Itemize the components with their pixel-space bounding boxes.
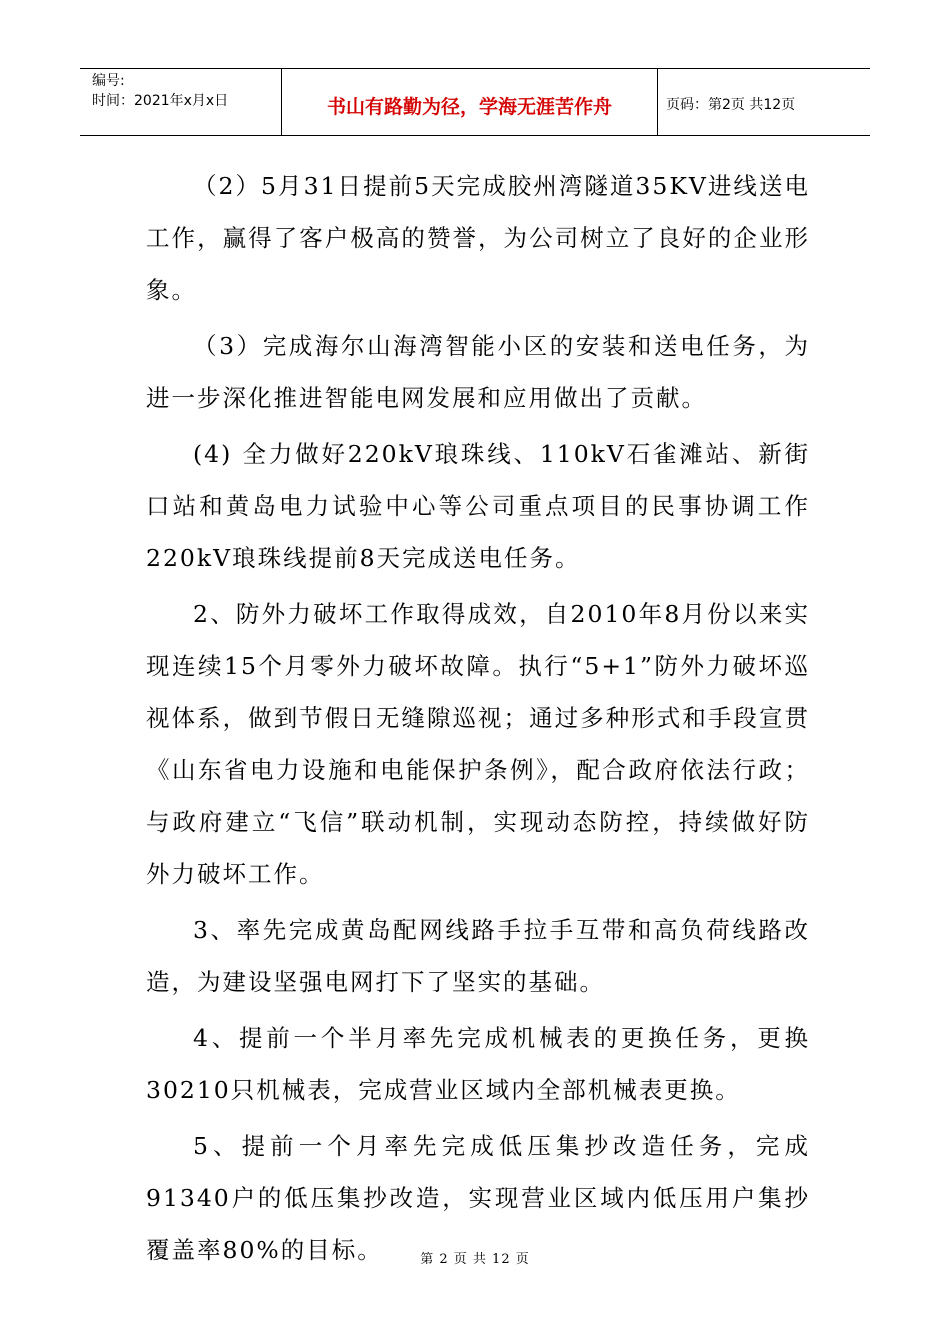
- paragraph: 4、提前一个半月率先完成机械表的更换任务，更换30210只机械表，完成营业区域内全部机械表更换。: [146, 1024, 810, 1104]
- paragraph: (4) 全力做好220kV琅珠线、110kV石雀滩站、新街口站和黄岛电力试验中心等公司重点项目的民事协调工作220kV琅珠线提前8天完成送电任务。: [146, 440, 810, 572]
- header-meta: [80, 69, 282, 135]
- doc-number-label: 编号:: [92, 73, 125, 89]
- header-page-info: 页码：第2页 共12页: [666, 97, 796, 113]
- page-header: [80, 68, 870, 136]
- paragraph: 2、防外力破坏工作取得成效，自2010年8月份以来实现连续15个月零外力破坏故障。执行“5+1”防外力破坏巡视体系，做到节假日无缝隙巡视；通过多种形式和手段宣贯《山东省电力设施和电能保护条例》，配合政府依法行政；与政府建立“飞信”联动机制，实现动态防控，持续做好防外力破坏工作。: [146, 600, 810, 888]
- paragraph: 5、提前一个月率先完成低压集抄改造任务，完成91340户的低压集抄改造，实现营业区域内低压用户集抄覆盖率80%的目标。: [146, 1132, 810, 1264]
- paragraph: 3、率先完成黄岛配网线路手拉手互带和高负荷线路改造，为建设坚强电网打下了坚实的基础。: [146, 916, 810, 996]
- paragraph: （2）5月31日提前5天完成胶州湾隧道35KV进线送电工作，赢得了客户极高的赞誉，为公司树立了良好的企业形象。: [146, 172, 810, 304]
- document-body: [146, 160, 810, 1276]
- time-label: 时间：2021年x月x日: [92, 93, 229, 109]
- header-motto: 书山有路勤为径，学海无涯苦作舟: [282, 69, 658, 135]
- page-footer: 第 2 页 共 12 页: [420, 1252, 530, 1267]
- paragraph: （3）完成海尔山海湾智能小区的安装和送电任务，为进一步深化推进智能电网发展和应用做出了贡献。: [146, 332, 810, 412]
